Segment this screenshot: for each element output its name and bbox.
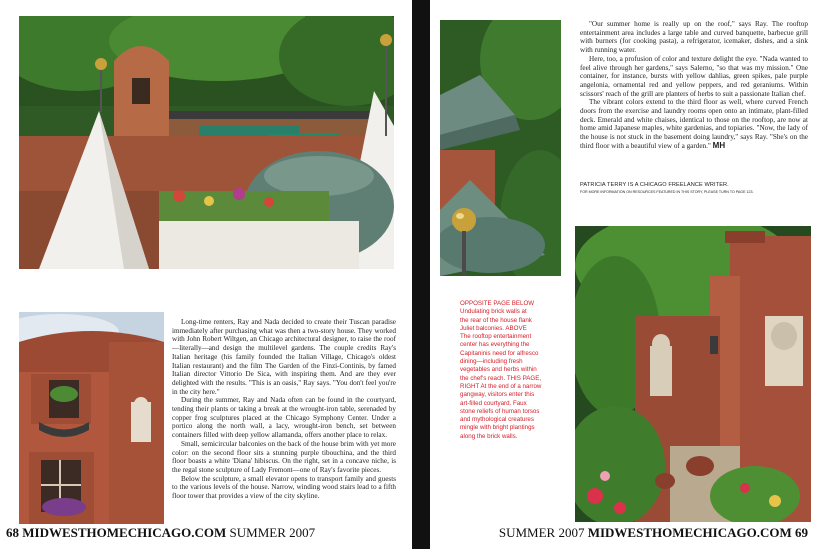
right-site-name: MIDWESTHOMECHICAGO.COM — [587, 525, 792, 540]
caption-line: center has everything the — [460, 341, 530, 349]
caption-line: Capitaninis need for alfresco — [460, 349, 539, 357]
caption-line: the rear of the house flank — [460, 316, 532, 324]
midwest-home-end-mark: MH — [712, 140, 726, 150]
caption-line: and mythological creatures — [460, 416, 534, 424]
right-paragraph-3-text: The vibrant colors extend to the third floor as well, where curved French doors from the exercise and laundry rooms open onto an intimate, plant-filled deck. Emerald and white chaises, identical to those on the rooftop, are now at home amid Japanese maples, white gardenias, and topiaries. "Now, the lady of the house is not stuck in the basement doing laundry," says Ray. "She's on the third floor with a beautiful view of a garden." — [580, 98, 808, 150]
caption-line: OPPOSITE PAGE BELOW — [460, 300, 535, 307]
spread-gutter — [412, 0, 430, 549]
courtyard-gangway-photo — [575, 226, 811, 522]
right-paragraph-1: "Our summer home is really up on the roof," says Ray. The rooftop entertainment area includes a large table and curved banquette, barbecue grill with burners (for cooking pasta), a refrigerator, icemaker, dishes, and a sink with running water. — [580, 20, 808, 55]
left-issue: SUMMER 2007 — [229, 525, 316, 540]
right-page-number: 69 — [795, 525, 808, 540]
left-page-number: 68 — [6, 525, 19, 540]
resources-note: FOR MORE INFORMATION ON RESOURCES FEATURED IN THIS STORY, PLEASE TURN TO PAGE 123. — [580, 190, 754, 194]
photo-caption — [460, 300, 580, 441]
left-body-text — [172, 318, 396, 501]
copper-roof-finial-photo — [440, 20, 561, 276]
left-page — [0, 0, 412, 549]
left-folio — [6, 525, 315, 541]
caption-line: RIGHT At the end of a narrow — [460, 382, 542, 390]
author-credit: PATRICIA TERRY IS A CHICAGO FREELANCE WRITER. — [580, 182, 729, 188]
caption-line: art-filled courtyard. Faux — [460, 399, 527, 407]
left-paragraph-1: Long-time renters, Ray and Nada decided to create their Tuscan paradise immediately after purchasing what was then a two-story house. They worked with John Robert Wiltgen, an Chicago architectural designer, to raise the roof—literally—and design the multilevel gardens. The couple credits Ray's Italian heritage (his family founded the Italian Village, Chicago's oldest Italian restaurant) and the film The Garden of the Finzi-Continis, by famed Italian director Vittorio De Sica, with inspiring them. And are they ever delighted with the results. "This is an oasis," Ray says. "You don't feel you're in the city here." — [172, 318, 396, 396]
rooftop-terrace-photo — [19, 16, 394, 269]
caption-line: Juliet balconies. ABOVE — [460, 324, 527, 332]
left-site-name: MIDWESTHOMECHICAGO.COM — [22, 525, 227, 540]
left-paragraph-3: Small, semicircular balconies on the back of the house brim with yet more color: on the second floor sits a stunning purple tibouchina, and the third floor boasts a white 'Diana' hibiscus. On the right, set in a concave niche, is the regal stone sculpture of Lady Fremont—one of Ray's favorite pieces. — [172, 439, 396, 474]
left-paragraph-4: Below the sculpture, a small elevator opens to transport family and guests to the various levels of the house. Narrow, winding wood stairs lead to a fifth floor tower that provides a view of the city skyline. — [172, 474, 396, 501]
right-issue: SUMMER 2007 — [498, 525, 585, 540]
brick-balconies-illustration — [19, 312, 164, 524]
caption-line: along the brick walls. — [460, 432, 518, 440]
courtyard-illustration — [575, 226, 811, 522]
right-body-text — [580, 20, 808, 151]
left-paragraph-2: During the summer, Ray and Nada often can be found in the courtyard, tending their plants or taking a break at the wrought-iron table, serenaded by copper frog sculptures placed at the Chicago Symphony Center. Under a portico along the north wall, a lacy, wrought-iron bench, set between containers filled with deep yellow allamanda, offers another place to relax. — [172, 396, 396, 440]
caption-line: gangway, visitors enter this — [460, 391, 535, 399]
caption-line: dining—including fresh — [460, 358, 523, 366]
caption-line: Undulating brick walls at — [460, 308, 527, 316]
caption-line: stone reliefs of human torsos — [460, 407, 540, 415]
rooftop-terrace-illustration — [19, 16, 394, 269]
right-paragraph-3 — [580, 98, 808, 150]
caption-line: mingle with bright plantings — [460, 424, 535, 432]
caption-line: The rooftop entertainment — [460, 333, 532, 341]
brick-balconies-photo — [19, 312, 164, 524]
right-page — [430, 0, 830, 549]
right-folio — [499, 525, 808, 541]
caption-line: vegetables and herbs within — [460, 366, 537, 374]
right-paragraph-2: Here, too, a profusion of color and texture delight the eye. "Nada wanted to feel alive through her gardens," says Salerno, "so that was my mission." One container, for instance, bursts with yellow dahlias, green spikes, pale purple angelonia, ornamental red and yellow peppers, and red geraniums. Within scissors' reach of the grill are planters of herbs to suit a passionate Italian chef. — [580, 54, 808, 98]
copper-roof-illustration — [440, 20, 561, 276]
caption-line: the chef's reach. THIS PAGE, — [460, 374, 542, 382]
